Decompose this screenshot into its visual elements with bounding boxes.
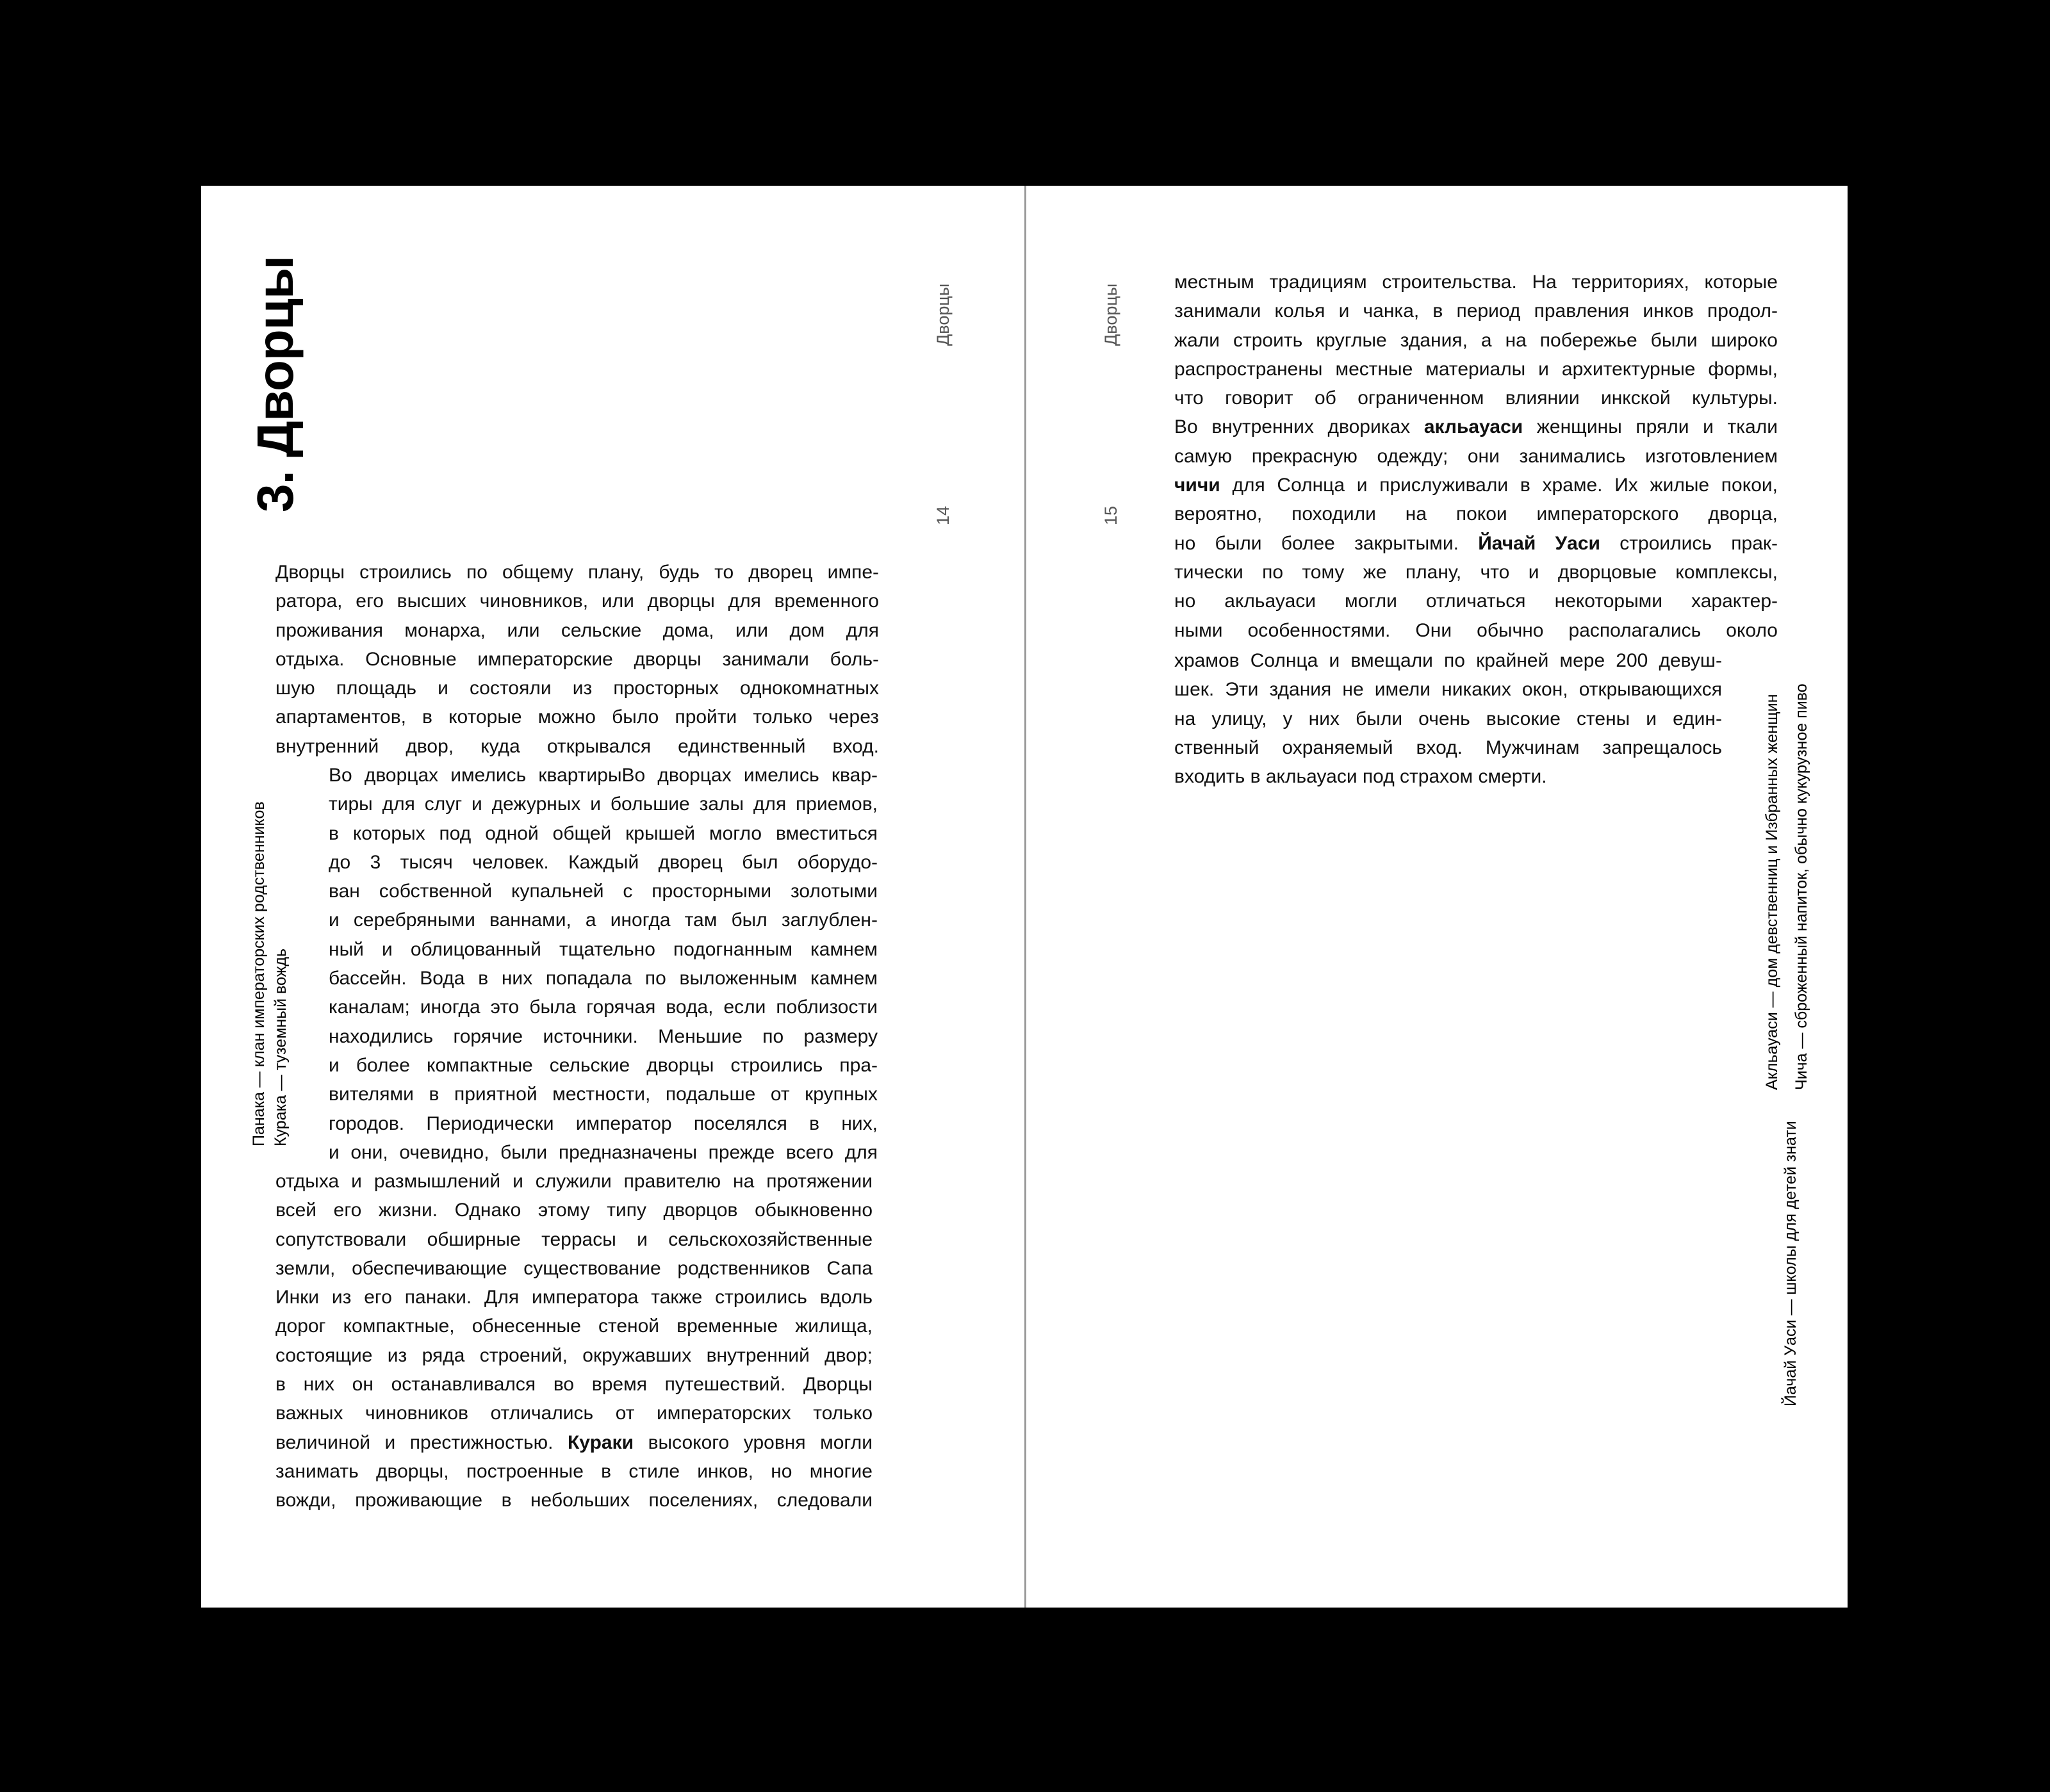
text-line: ными особенностями. Они обычно располагались около — [1174, 619, 1778, 641]
text-line: проживания монарха, или сельские дома, или дом для — [275, 619, 879, 641]
glossary-chicha: Чича — сброженный напиток, обычно кукурузное пиво — [1792, 683, 1810, 1090]
glossary-aklyauasi: Акльауаси — дом девственниц и Избранных женщин — [1763, 694, 1781, 1090]
text-line: распространены местные материалы и архитектурные формы, — [1174, 358, 1778, 380]
body-column-right-b — [1174, 646, 1722, 791]
text-line: храмов Солнца и вмещали по крайней мере 200 девуш- — [1174, 650, 1722, 671]
term-aklyauasi: акльауаси — [1423, 416, 1523, 438]
text-line: ный и облицованный тщательно подогнанным камнем — [329, 938, 878, 960]
text-line: в которых под одной общей крышей могло вместиться — [329, 822, 878, 844]
text-line: отдыха. Основные императорские дворцы занимали боль- — [275, 648, 879, 670]
text-line: шую площадь и состояли из просторных однокомнатных — [275, 678, 879, 699]
text-line: Во дворцах имелись квартирыВо дворцах имелись квар- — [329, 765, 878, 786]
text-run: Во внутренних двориках — [1174, 416, 1411, 438]
text-line: вероятно, походили на покои императорского дворца, — [1174, 503, 1778, 525]
glossary-panaka: Панака — клан императорских родственников — [250, 801, 268, 1146]
text-line: и серебряными ваннами, а иногда там был заглублен- — [329, 909, 878, 931]
text-run: женщины пряли и ткали — [1536, 416, 1778, 438]
text-line: бассейн. Вода в них попадала по выложенным камнем — [329, 968, 878, 990]
text-line: земли, обеспечивающие существование родственников Сапа — [275, 1257, 873, 1279]
text-line: внутренний двор, куда открывался единственный вход. — [275, 735, 879, 757]
term-chichi: чичи — [1174, 475, 1220, 496]
text-line: дорог компактные, обнесенные стеной временные жилища, — [275, 1315, 873, 1337]
text-line: важных чиновников отличались от императорских только — [275, 1403, 873, 1424]
term-kuraki: Кураки — [567, 1431, 634, 1453]
term-yachay-uasi: Йачай Уаси — [1478, 532, 1600, 554]
text-line: занимали колья и чанка, в период правления инков продол- — [1174, 300, 1778, 322]
text-line: жали строить круглые здания, а на побережье были широко — [1174, 329, 1778, 351]
text-line: в них он останавливался во время путешествий. Дворцы — [275, 1374, 873, 1396]
text-line: входить в акльауаси под страхом смерти. — [1174, 766, 1547, 788]
text-line: вожди, проживающие в небольших поселениях, следовали — [275, 1490, 873, 1511]
text-line: вителями в приятной местности, подальше от крупных — [329, 1084, 878, 1105]
text-line: занимать дворцы, построенные в стиле инков, но многие — [275, 1460, 873, 1482]
glossary-yachay-uasi: Йачай Уаси — школы для детей знати — [1782, 1121, 1800, 1406]
book-gutter — [1024, 186, 1026, 1608]
text-run: величиной и престижностью. — [275, 1431, 554, 1453]
text-line: ван собственной купальней с просторными золотыми — [329, 881, 878, 902]
page-number-left: 14 — [933, 505, 953, 525]
text-line — [1174, 529, 1778, 558]
text-line: до 3 тысяч человек. Каждый дворец был оборудо- — [329, 851, 878, 873]
text-line: что говорит об ограниченном влиянии инкской культуры. — [1174, 387, 1778, 409]
text-run: высокого уровня могли — [648, 1431, 873, 1453]
text-line: всей его жизни. Однако этому типу дворцов обыкновенно — [275, 1200, 873, 1221]
body-column-left-c — [275, 1167, 873, 1515]
page-number-right: 15 — [1101, 505, 1120, 525]
text-line: городов. Периодически император поселялся в них, — [329, 1112, 878, 1134]
text-run: но были более закрытыми. — [1174, 532, 1459, 554]
text-line: ратора, его высших чиновников, или дворцы для временного — [275, 591, 879, 612]
text-line: состоящие из ряда строений, окружавших внутренний двор; — [275, 1344, 873, 1366]
text-run: строились прак- — [1620, 532, 1778, 554]
text-line: Инки из его панаки. Для императора также строились вдоль — [275, 1287, 873, 1308]
text-run: для Солнца и прислуживали в храме. Их жилые покои, — [1232, 475, 1778, 496]
body-column-right-a — [1174, 268, 1778, 645]
glossary-kuraka: Курака — туземный вождь — [272, 948, 290, 1146]
body-column-left-b — [329, 761, 878, 1167]
text-line: находились горячие источники. Меньшие по размеру — [329, 1025, 878, 1047]
text-line: но акльауаси могли отличаться некоторыми характер- — [1174, 591, 1778, 612]
running-head-left: Дворцы — [933, 283, 953, 346]
text-line — [1174, 412, 1778, 441]
text-line: отдыха и размышлений и служили правителю на протяжении — [275, 1171, 873, 1192]
running-head-right: Дворцы — [1101, 283, 1120, 346]
text-line: каналам; иногда это была горячая вода, если поблизости — [329, 997, 878, 1018]
text-line: и более компактные сельские дворцы строились пра- — [329, 1054, 878, 1076]
text-line — [1174, 471, 1778, 500]
text-line — [275, 1428, 873, 1457]
text-line: местным традициям строительства. На территориях, которые — [1174, 272, 1778, 293]
text-line: самую прекрасную одежду; они занимались изготовлением — [1174, 445, 1778, 467]
text-line: апартаментов, в которые можно было пройти только через — [275, 706, 879, 728]
text-line: ственный охраняемый вход. Мужчинам запрещалось — [1174, 737, 1722, 758]
text-line: тически по тому же плану, что и дворцовые комплексы, — [1174, 561, 1778, 583]
text-line: шек. Эти здания не имели никаких окон, открывающихся — [1174, 679, 1722, 701]
chapter-title: 3. Дворцы — [247, 256, 304, 512]
text-line: Дворцы строились по общему плану, будь то дворец импе- — [275, 562, 879, 583]
text-line: на улицу, у них были очень высокие стены и един- — [1174, 708, 1722, 729]
text-line: и они, очевидно, были предназначены прежде всего для — [329, 1141, 878, 1163]
body-column-left-a — [275, 558, 879, 761]
text-line: тиры для слуг и дежурных и большие залы для приемов, — [329, 794, 878, 815]
text-line: сопутствовали обширные террасы и сельскохозяйственные — [275, 1228, 873, 1250]
